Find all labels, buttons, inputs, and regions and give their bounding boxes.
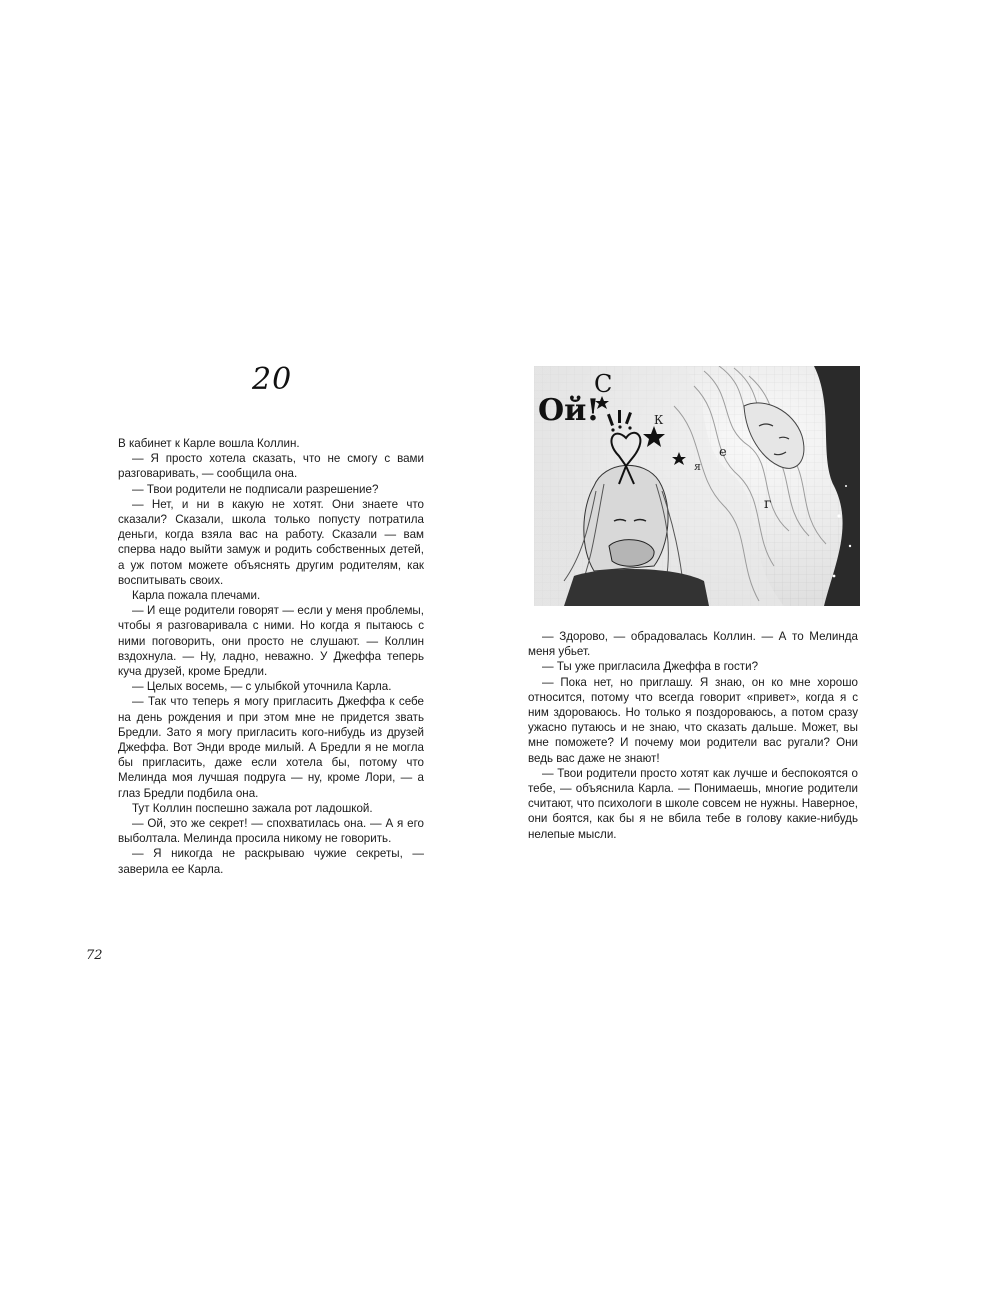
paragraph: — Пока нет, но приглашу. Я знаю, он ко мне хорошо относится, потому что всегда говорит «привет», когда я с ним здороваюсь. Но только я поздороваюсь, а потом сразу ужасно путаюсь и не знаю, что сказать дальше. Может, вы мне поможете? И почему мои родители вас ругали? Они ведь вас даже не знают!	[528, 675, 858, 765]
paragraph: — И еще родители говорят — если у меня проблемы, чтобы я разговаривала с ними. Но когда я пытаюсь с ними поговорить, они просто не слушают. — Коллин вздохнула. — Ну, ладно, неважно. У Джеффа теперь куча друзей, кроме Бредли.	[118, 604, 424, 679]
illustration-exclamation: Ой!	[538, 393, 600, 428]
illustration	[534, 366, 860, 606]
paragraph: Карла пожала плечами.	[132, 589, 261, 603]
chapter-number: 20	[252, 362, 293, 397]
illustration-letter: г	[764, 496, 772, 512]
paragraph: — Ой, это же секрет! — спохватилась она. — А я его выболтала. Мелинда просила никому не говорить.	[118, 817, 424, 846]
page-number: 72	[86, 948, 103, 963]
right-page-text	[528, 629, 858, 842]
illustration-letter: К	[654, 413, 664, 427]
paragraph: — Я просто хотела сказать, что не смогу с вами разговаривать, — сообщила она.	[118, 452, 424, 481]
paragraph: — Нет, и ни в какую не хотят. Они знаете что сказали? Сказали, школа только попусту потратила деньги, когда взяла вас на работу. Сказали — вам сперва надо выйти замуж и родить собственных детей, а уж потом можете объяснять другим родителям, как воспитывать своих.	[118, 497, 424, 587]
paragraph: — Я никогда не раскрываю чужие секреты, — заверила ее Карла.	[118, 847, 424, 876]
paragraph: В кабинет к Карле вошла Коллин.	[118, 437, 300, 450]
paragraph: Тут Коллин поспешно зажала рот ладошкой.	[132, 801, 373, 815]
right-page	[500, 0, 1000, 1300]
illustration-letter: я	[694, 460, 701, 473]
illustration-letter: С	[594, 370, 613, 398]
left-page-text	[118, 436, 424, 877]
paragraph: — Здорово, — обрадовалась Коллин. — А то Мелинда меня убьет.	[528, 630, 858, 659]
paragraph: — Так что теперь я могу пригласить Джеффа к себе на день рождения и при этом мне не придется звать Бредли. Зато я могу пригласить кого-нибудь из друзей Джеффа. Вот Энди вроде милый. А Бредли я не могла бы пригласить, даже если хотела бы, потому что Мелинда моя лучшая подруга — ну, кроме Лори, — а глаз Бредли подбила она.	[118, 695, 424, 800]
paragraph: — Твои родители не подписали разрешение?	[132, 482, 379, 496]
illustration-drawing	[534, 366, 860, 606]
illustration-letter: е	[719, 445, 727, 460]
paragraph: — Твои родители просто хотят как лучше и беспокоятся о тебе, — объяснила Карла. — Понимаешь, многие родители считают, что психологи в школе совсем не нужны. Наверное, они боятся, как бы я не вбила тебе в голову какие-нибудь нелепые мысли.	[528, 766, 858, 841]
paragraph: — Ты уже пригласила Джеффа в гости?	[542, 660, 759, 674]
paragraph: — Целых восемь, — с улыбкой уточнила Карла.	[132, 680, 392, 694]
